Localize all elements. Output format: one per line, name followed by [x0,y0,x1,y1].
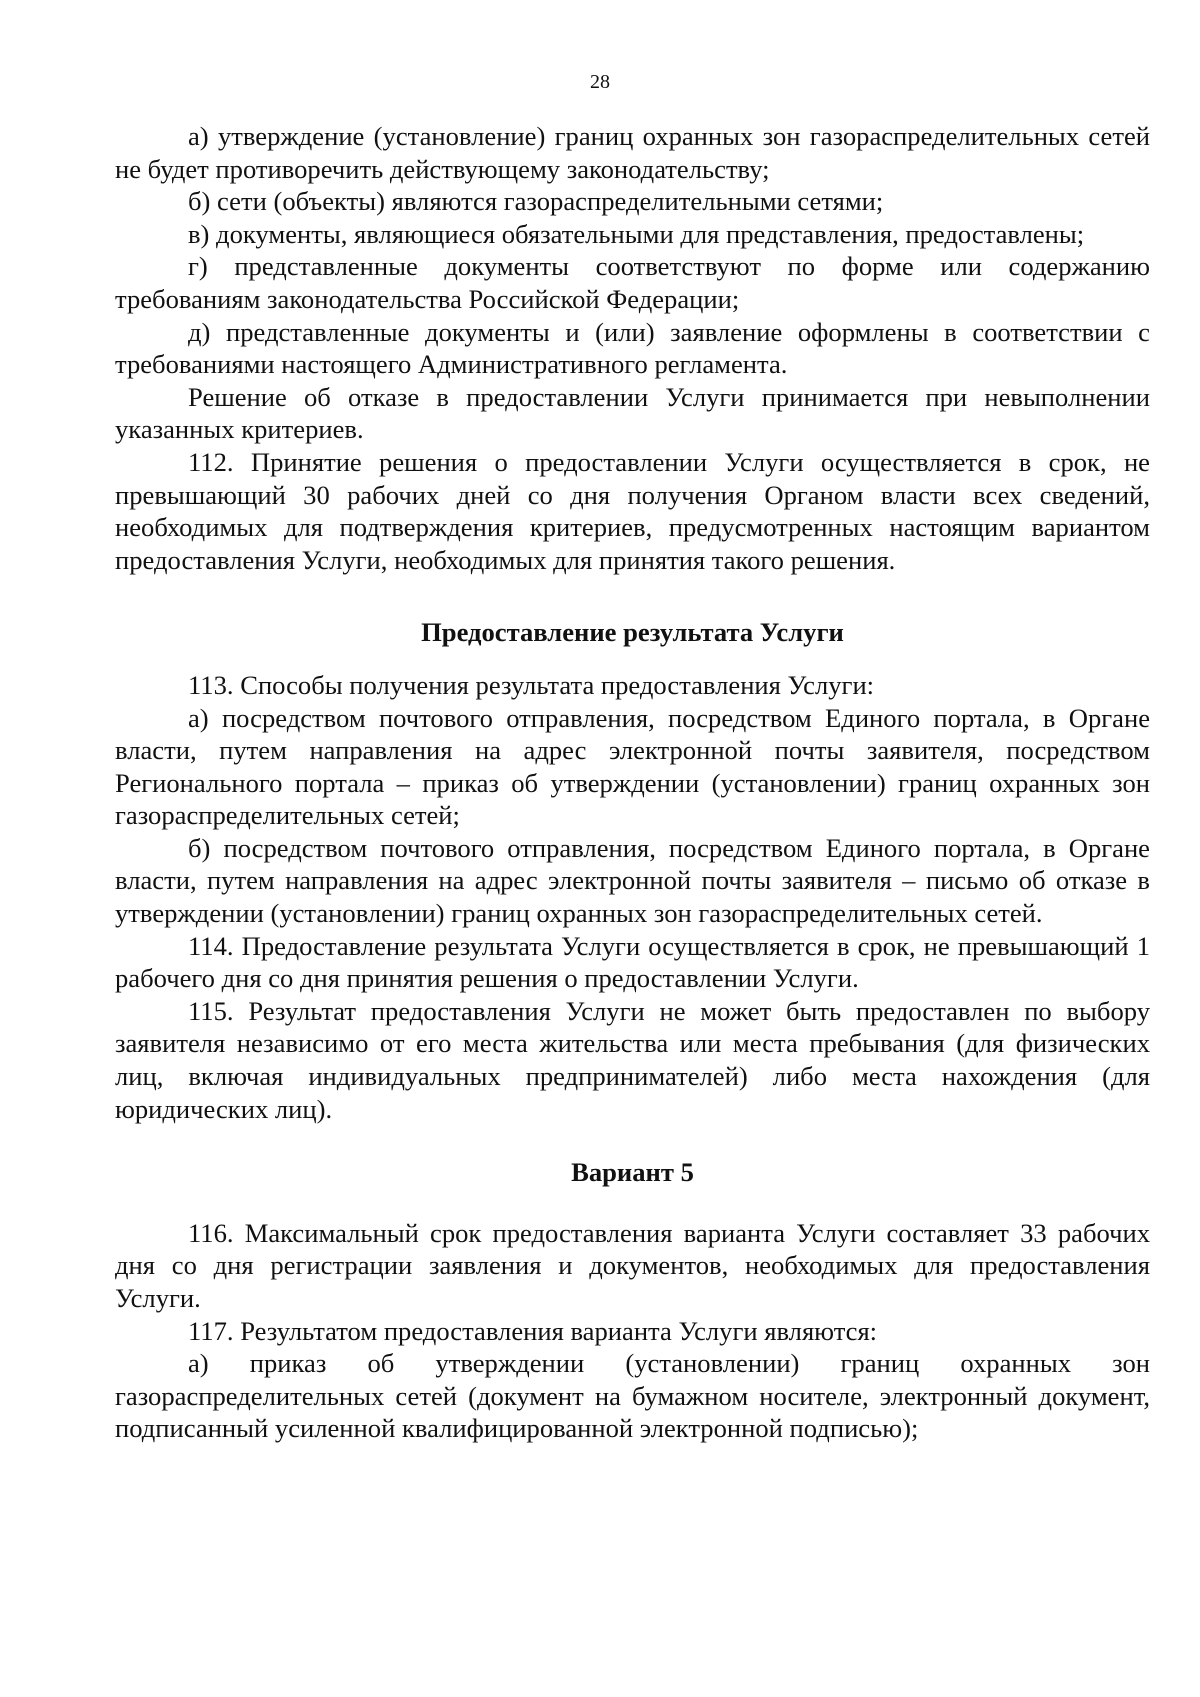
paragraph-117: 117. Результатом предоставления варианта Услуги являются: [188,1315,878,1346]
spacer [115,576,1150,616]
paragraph-115: 115. Результат предоставления Услуги не может быть предоставлен по выбору заявителя независимо от его места жительства или места пребывания (для физических лиц, включая индивидуальных предпринимателей) либо места нахождения (для юридических лиц). [115,995,1150,1124]
spacer [115,1125,1150,1156]
section-heading-variant-5: Вариант 5 [571,1157,694,1188]
paragraph-refusal-decision: Решение об отказе в предоставлении Услуги принимается при невыполнении указанных критериев. [115,381,1150,445]
document-body [115,120,1150,1445]
section-heading-result-delivery: Предоставление результата Услуги [421,617,844,648]
page-number: 28 [590,71,610,93]
paragraph-113-b: б) посредством почтового отправления, посредством Единого портала, в Органе власти, путем направления на адрес электронной почты заявителя – письмо об отказе в утверждении (установлении) границ охранных зон газораспределительных сетей. [115,832,1150,929]
spacer [115,649,1150,669]
paragraph-criterion-d: д) представленные документы и (или) заявление оформлены в соответствии с требованиями настоящего Административного регламента. [115,316,1150,380]
spacer [115,1189,1150,1217]
paragraph-113-a: а) посредством почтового отправления, посредством Единого портала, в Органе власти, путем направления на адрес электронной почты заявителя, посредством Регионального портала – приказ об утверждении (установлении) границ охранных зон газораспределительных сетей; [115,702,1150,831]
paragraph-criterion-v: в) документы, являющиеся обязательными для представления, предоставлены; [188,218,1085,249]
paragraph-116: 116. Максимальный срок предоставления варианта Услуги составляет 33 рабочих дня со дня регистрации заявления и документов, необходимых для предоставления Услуги. [115,1217,1150,1313]
paragraph-112: 112. Принятие решения о предоставлении Услуги осуществляется в срок, не превышающий 30 рабочих дней со дня получения Органом власти всех сведений, необходимых для подтверждения критериев, предусмотренных настоящим вариантом предоставления Услуги, необходимых для принятия такого решения. [115,446,1150,575]
paragraph-113: 113. Способы получения результата предоставления Услуги: [188,669,875,700]
paragraph-117-a: а) приказ об утверждении (установлении) границ охранных зон газораспределительных сетей (документ на бумажном носителе, электронный документ, подписанный усиленной квалифицированной электронной подписью); [115,1348,1150,1444]
paragraph-criterion-b: б) сети (объекты) являются газораспределительными сетями; [188,186,884,217]
paragraph-criterion-a: а) утверждение (установление) границ охранных зон газораспределительных сетей не будет противоречить действующему законодательству; [115,121,1150,184]
paragraph-criterion-g: г) представленные документы соответствуют по форме или содержанию требованиям законодательства Российской Федерации; [115,251,1150,314]
paragraph-114: 114. Предоставление результата Услуги осуществляется в срок, не превышающий 1 рабочего дня со дня принятия решения о предоставлении Услуги. [115,930,1150,994]
